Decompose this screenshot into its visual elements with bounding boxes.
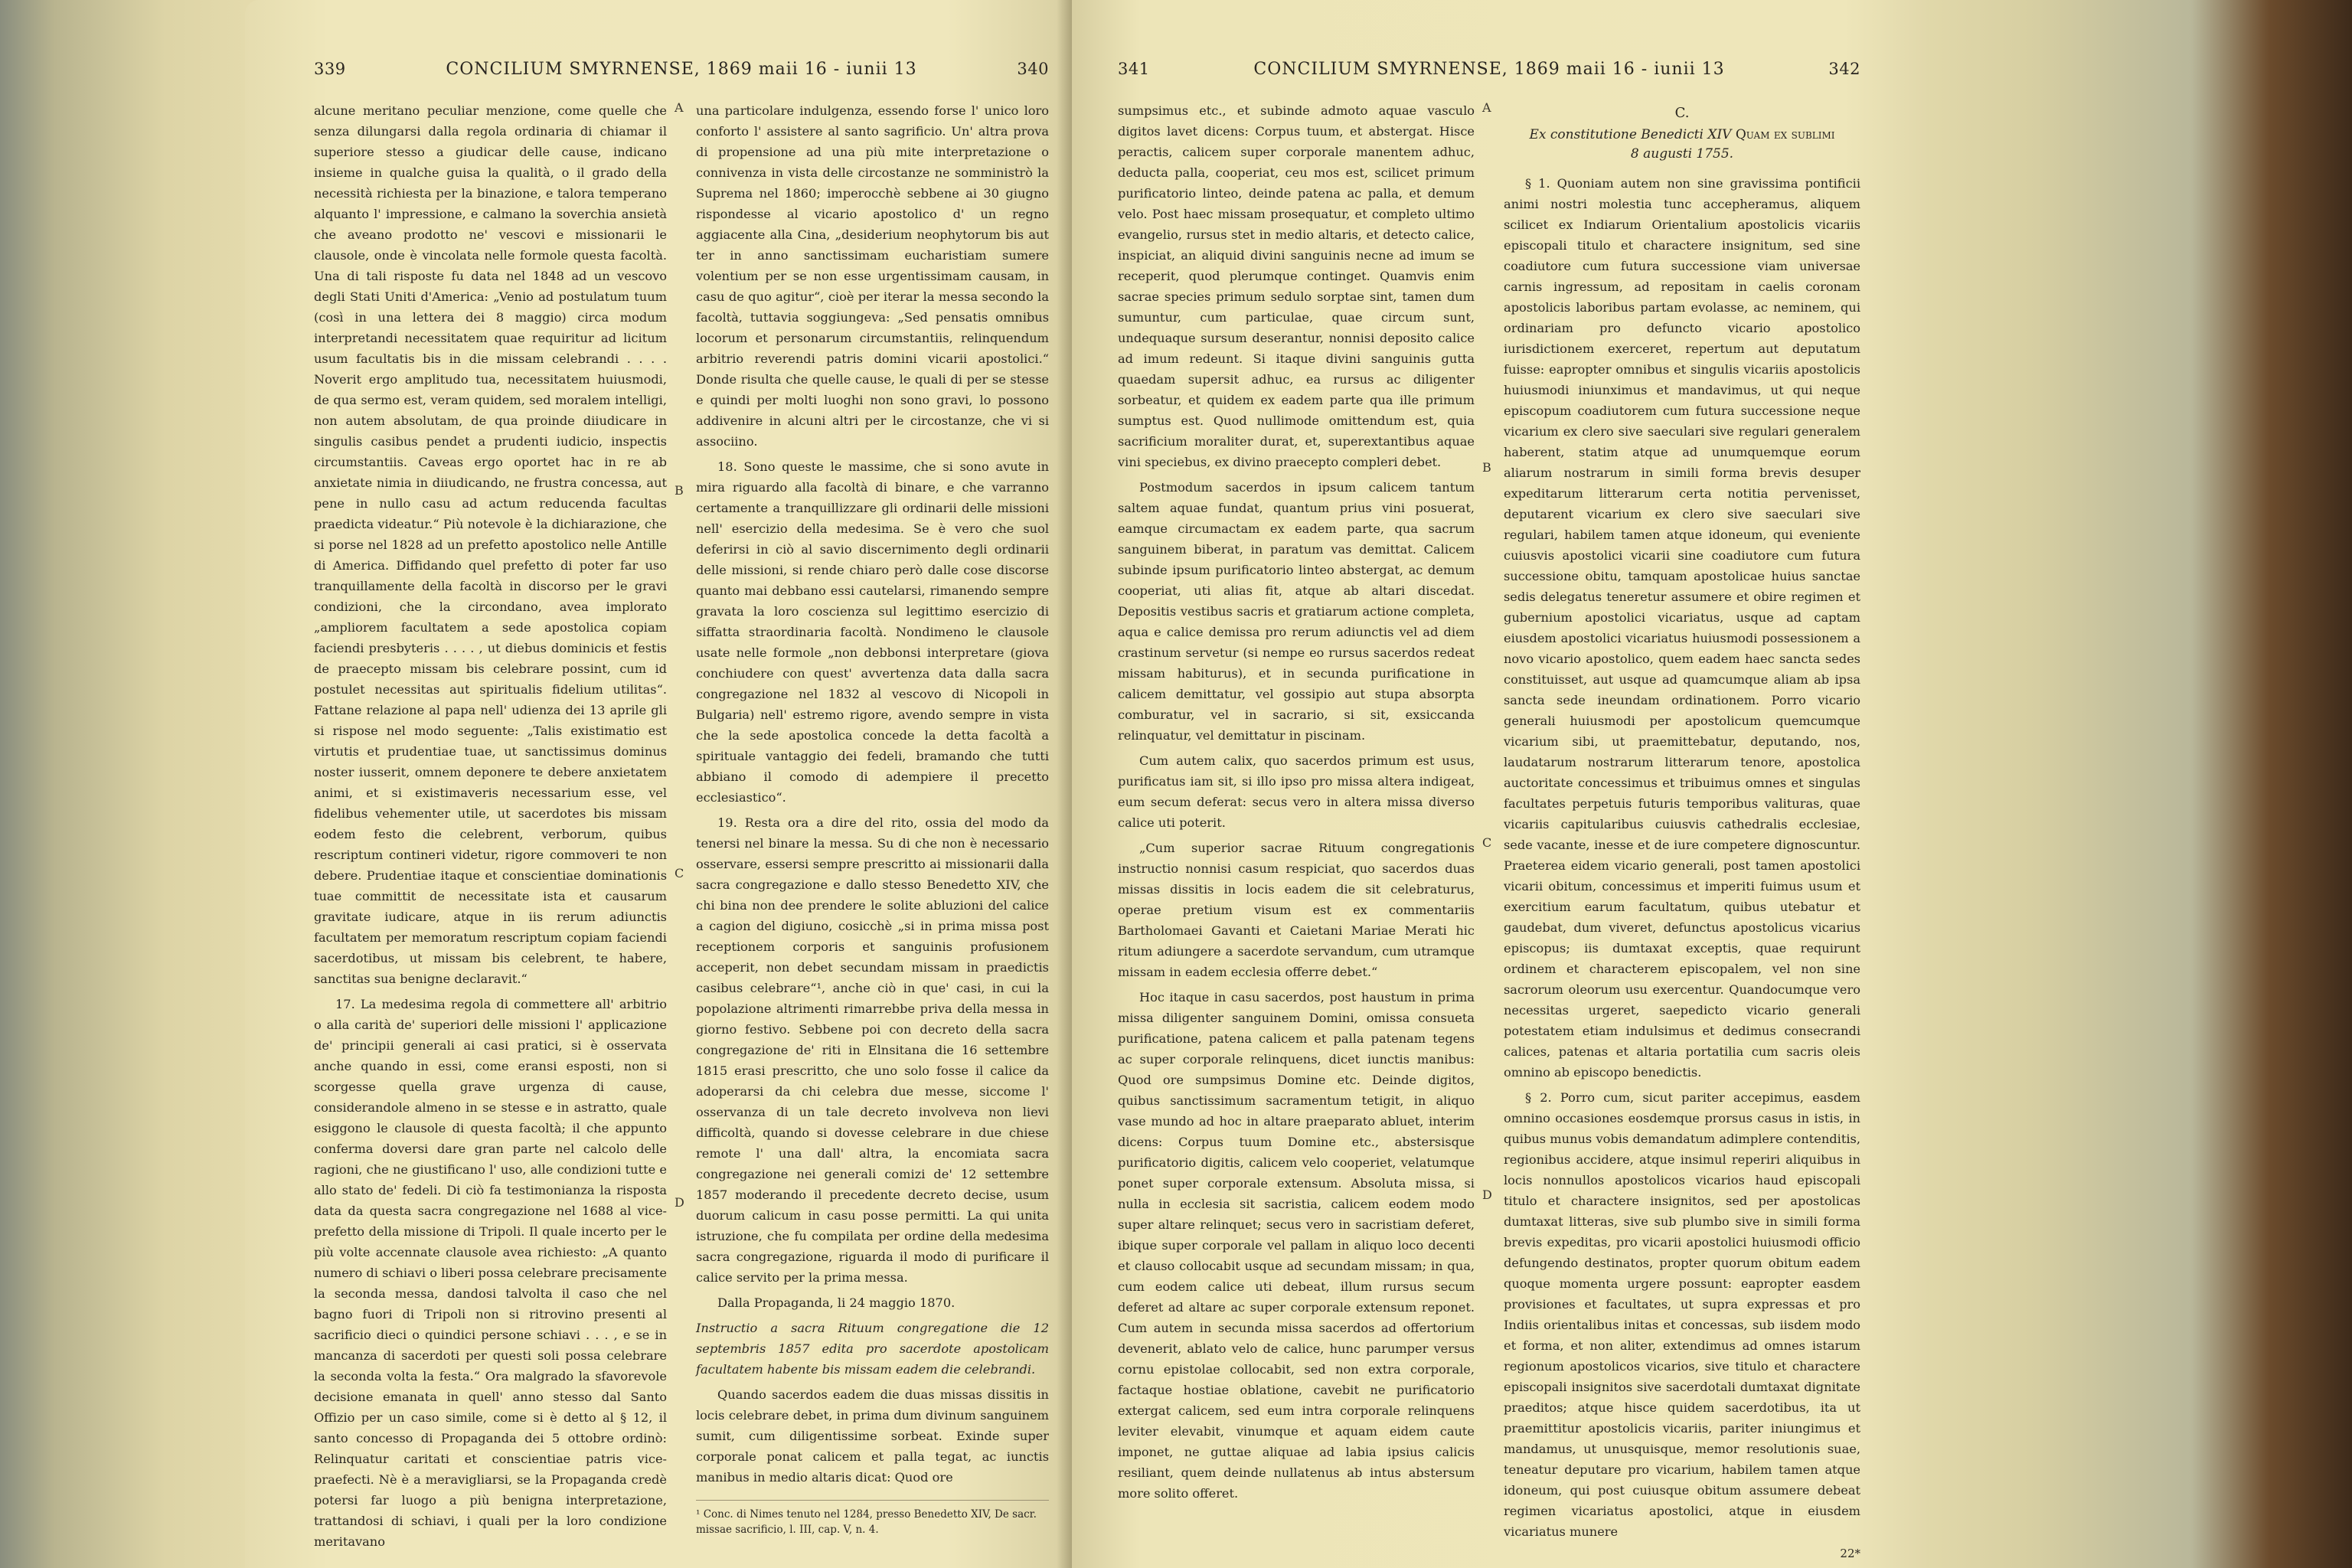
paragraph: 17. La medesima regola di commettere all' arbitrio o alla carità de' superiori delle missioni l' applicazione de' principii generali ai casi pratici, si è osservata anche quando in essi, come eransi esposti, non si scorgesse quella grave urgenza di cause, considerandole almeno in se stesse e in astratto, quale esiggono le clausole di questa facoltà; il che appunto conferma doversi dare gran parte nel calcolo delle ragioni, che ne giustificano l' uso, alle condizioni tutte e allo stato de' fedeli. Di ciò fa testimonianza la risposta data da questa sacra congregazione nel 1688 al vice-prefetto della missione di Tripoli. Il quale incerto per le più volte accennate clausole avea richiesto: „A quanto numero di schiavi o liberi possa celebrare precisamente la seconda messa, dandosi talvolta il caso che nel bagno fuori di Tripoli non si ritrovino presenti al sacrificio dieci o quindici persone schiavi . . . , e se in mancanza di sacerdoti per questi soli possa celebrare la seconda volta la festa.“ Ora malgrado la sfavorevole decisione emanata in quell' anno stesso dal Santo Offizio per un caso simile, come si è detto al § 12, il santo concesso di Propaganda dei 5 ottobre ordinò: Relinquatur caritati et conscientiae patris vice-praefecti. Nè è a meravigliarsi, se la Propaganda credè potersi far luogo a più benigna interpretazione, trattandosi di schiavi, i quali per la loro condizione meritavano bbox=[314, 997, 667, 1549]
left-page bbox=[245, 0, 1072, 1568]
margin-marker-d: D bbox=[1482, 1187, 1492, 1202]
margin-marker-a: A bbox=[1482, 100, 1491, 115]
section-heading-c: C. bbox=[1674, 105, 1690, 121]
dateline: Dalla Propaganda, li 24 maggio 1870. bbox=[717, 1295, 956, 1310]
running-title-dates: 1869 maii 16 - iunii 13 bbox=[706, 60, 917, 79]
margin-marker-c: C bbox=[1482, 835, 1492, 850]
margin-marker-b: B bbox=[675, 483, 684, 498]
constitution-title-italic: Ex constitutione Benedicti XIV bbox=[1529, 127, 1732, 142]
paragraph: Quando sacerdos eadem die duas missas dissitis in locis celebrare debet, in prima dum divinum sanguinem sumit, cum diligentissime sorbeat. Exinde super corporale ponat calicem et palla tegat, ac iunctis manibus in medio altaris dicat: Quod ore bbox=[696, 1387, 1049, 1485]
running-title-text: CONCILIUM SMYRNENSE, bbox=[446, 60, 701, 79]
constitution-date: 8 augusti 1755. bbox=[1630, 146, 1734, 162]
paragraph: § 2. Porro cum, sicut pariter accepimus, easdem omnino occasiones eosdemque prorsus casus in istis, in quibus munus vobis demandatum adimplere contenditis, regionibus accidere, atque insimul reperiri aliquibus in locis nonnullos apostolicos vicarios haud episcopali titulo et charactere insignitos, sed per apostolicas dumtaxat litteras, sive sub plumbo sive in simili forma brevis expeditas, pro vicarii apostolici huiusmodi officio defungendo destinatos, propter quorum obitum eadem quoque momenta urgere possunt: eapropter easdem provisiones et facultates, ut supra expressas et pro Indiis orientalibus initas et concessas, sub iisdem modo et forma, et non aliter, extendimus ad omnes istarum regionum apostolicos vicarios, sive titulo et charactere episcopali insignitos sive sacerdotali dumtaxat dignitate praeditos; atque hisce quidem sacerdotibus, ita ut praemittitur apostolicis vicariis, pariter iniungimus et mandamus, ut unusquisque, memor resolutionis suae, teneatur deputare pro vicarium, habilem tamen atque idoneum, qui post cuiusque obitum assumere debeat regimen vicariatus apostolici, atque in eiusdem vicariatus munere bbox=[1504, 1090, 1860, 1539]
footnote: ¹ Conc. di Nimes tenuto nel 1284, presso Benedetto XIV, De sacr. missae sacrificio, l. III, cap. V, n. 4. bbox=[696, 1500, 1049, 1537]
right-page-columns bbox=[1118, 100, 1860, 1560]
left-page-column-1 bbox=[314, 100, 667, 1557]
running-head-left bbox=[314, 60, 1049, 79]
running-title-text: CONCILIUM SMYRNENSE, bbox=[1253, 60, 1508, 79]
margin-marker-c: C bbox=[675, 866, 684, 880]
running-head-right bbox=[1118, 60, 1860, 79]
paragraph: § 1. Quoniam autem non sine gravissima pontificii animi nostri molestia tunc accepheramus, aliquem scilicet ex Indiarum Orientalium apostolicis vicariis episcopali titulo et charactere insignitum, sed sine coadiutore cum futura successione viam universae carnis ingressum, ad repositam in caelis coronam apostolicis laboribus partam evolasse, ac neminem, qui ordinariam pro defuncto vicario apostolico iurisdictionem exerceret, repertum aut deputatum fuisse: eapropter omnibus et singulis vicariis apostolicis huiusmodi iniunximus et mandavimus, ut qui neque episcopum coadiutorem cum futura successione neque vicarium ex clero sive saeculari sive regulari generalem haberent, statim atque ad unumquemque eorum aliarum nostrarum in simili forma brevis desuper expeditarum litterarum certa notitia pervenisset, deputarent vicarium ex clero sive saeculari sive regulari, habilem tamen atque idoneum, qui eveniente cuiusvis apostolici vicarii sine coadiutore cum futura successione obitu, tamquam apostolicae huius sanctae sedis delegatus teneretur assumere et obire regimen et gubernium apostolici vicariatus, usque ad captam eiusdem apostolici vicariatus huiusmodi possessionem a novo vicario apostolico, quem eadem haec sancta sedes constituisset, aut usque ad quamcumque aliam ab ipsa sancta sede ineundam ordinationem. Porro vicario generali huiusmodi per apostolicum quemcumque vicarium sibi, ut praemittebatur, deputando, nos, laudatarum nostrarum litterarum tenore, apostolica auctoritate concessimus et tribuimus omnes et singulas facultates perpetuis futuris temporibus valituras, quae vicariis capitularibus cuiusvis cathedralis ecclesiae, sede vacante, inesse et de iure competere dignoscuntur. Praeterea eidem vicario generali, post tamen apostolici vicarii obitum, concessimus et imperiti fuimus usum et exercitium earum facultatum, quibus utebatur et gaudebat, dum viveret, defunctus apostolicus vicarius episcopus; iis dumtaxat exceptis, quae requirunt ordinem et characterem episcopalem, vel non sine sacrorum oleorum usu exercentur. Quandocumque vero necessitas urgeret, saepedicto vicario generali potestatem etiam indulsimus et dedimus consecrandi calices, patenas et altaria portatilia cum sacris oleis omnino ab episcopo benedictis. bbox=[1504, 176, 1860, 1080]
book-page-edges-left bbox=[0, 0, 276, 1568]
right-page bbox=[1072, 0, 1929, 1568]
constitution-title bbox=[1504, 126, 1860, 164]
page-number-339: 339 bbox=[314, 60, 346, 78]
margin-marker-a: A bbox=[675, 100, 684, 115]
paragraph: una particolare indulgenza, essendo forse l' unico loro conforto l' assistere al santo sagrificio. Un' altra prova di propensione ad una più mite interpretazione o connivenza in vista delle circostanze ne somministrò la Suprema nel 1860; imperocchè sebbene ai 30 giugno rispondesse al vicario apostolico d' un regno aggiacente alla Cina, „desiderium neophytorum bis aut ter in anno sanctissimam eucharistiam sumere volentium per se non esse urgentissimam causam, in casu de quo agitur“, cioè per iterar la messa secondo la facoltà, tuttavia soggiungeva: „Sed pensatis omnibus locorum et personarum circumstantiis, relinquendum arbitrio reverendi patris domini vicarii apostolici.“ Donde risulta che quelle cause, le quali di per se stesse e quindi per molti luoghi non sono gravi, lo possono addivenire in alcuni altri per le circostanze, che vi si associino. bbox=[696, 103, 1049, 449]
book-cover-right bbox=[1893, 0, 2352, 1568]
paragraph: Cum autem calix, quo sacerdos primum est usus, purificatus iam sit, si illo ipso pro missa altera indigeat, eum secum deferat: secus vero in altera missa diverso calice uti poterit. bbox=[1118, 753, 1475, 830]
margin-marker-d: D bbox=[675, 1195, 684, 1210]
paragraph: 18. Sono queste le massime, che si sono avute in mira riguardo alla facoltà di binare, e che varranno certamente a tranquillizzare gli ordinarii delle missioni nell' esercizio della medesima. Se è vero che suol deferirsi in ciò al savio discernimento degli ordinarii delle missioni, si rende chiaro però dalle cose discorse quanto mai debbano essi cautelarsi, rimanendo sempre gravata la loro coscienza sul legittimo esercizio di siffatta straordinaria facoltà. Nondimeno le clausole usate nelle formole „non debbonsi interpretare (giova conchiudere con quest' avvertenza data dalla sacra congregazione nel 1832 al vescovo di Nicopoli in Bulgaria) nell' estremo rigore, avendo sempre in vista che la sede apostolica concede la detta facoltà a spirituale vantaggio dei fedeli, bramando che tutti abbiano il comodo di adempiere il precetto ecclesiastico“. bbox=[696, 459, 1049, 805]
paragraph: 19. Resta ora a dire del rito, ossia del modo da tenersi nel binare la messa. Su di che non è necessario osservare, essersi sempre prescritto ai missionarii dalla sacra congregazione e dallo stesso Benedetto XIV, che chi bina non dee prendere le solite abluzioni del calice a cagion del digiuno, cosicchè „si in prima missa post receptionem corporis et sanguinis profusionem acceperit, non debet secundam missam in praedictis casibus celebrare“¹, anche ciò in que' casi, in cui la popolazione altrimenti rimarrebbe priva della messa in giorno festivo. Sebbene poi con decreto della sacra congregazione de' riti in Elnsitana die 16 settembre 1815 erasi prescritto, che uno solo fosse il calice da adoperarsi da chi celebra due messe, siccome l' osservanza di un tale decreto involveva non lievi difficoltà, quando si dovesse celebrare in due chiese remote l' una dall' altra, la encomiata sacra congregazione nei generali comizi de' 12 settembre 1857 moderando il precedente decreto decise, usum duorum calicum in casu posse permitti. La qui unita istruzione, che fu compilata per ordine della medesima sacra congregazione, riguarda il modo di purificare il calice servito per la prima messa. bbox=[696, 815, 1049, 1285]
margin-marker-b: B bbox=[1482, 460, 1491, 475]
left-page-column-2 bbox=[675, 100, 1049, 1557]
running-title bbox=[446, 60, 916, 79]
running-title bbox=[1253, 60, 1724, 79]
running-title-dates: 1869 maii 16 - iunii 13 bbox=[1514, 60, 1725, 79]
left-page-columns bbox=[314, 100, 1049, 1557]
signature-mark: 22* bbox=[1840, 1547, 1860, 1560]
instruction-title: Instructio a sacra Rituum congregatione die 12 septembris 1857 edita pro sacerdote apostolicam facultatem habente bis missam eadem die celebrandi. bbox=[696, 1321, 1049, 1377]
paragraph: „Cum superior sacrae Rituum congregationis instructio nonnisi casum respiciat, quo sacerdos duas missas dissitis in locis eadem die sit celebraturus, operae pretium visum est ex commentariis Bartholomaei Gavanti et Caietani Mariae Merati hic ritum adiungere a sacerdote servandum, cum utramque missam in eadem ecclesia offerre debet.“ bbox=[1118, 841, 1475, 979]
paragraph: sumpsimus etc., et subinde admoto aquae vasculo digitos lavet dicens: Corpus tuum, et abstergat. Hisce peractis, calicem super corporale manentem adhuc, deducta palla, cooperiat, ceu mos est, scilicet primum purificatorio linteo, deinde patena ac palla, et demum velo. Post haec missam prosequatur, et completo ultimo evangelio, rursus stet in medio altaris, et detecto calice, inspiciat, an aliquid divini sanguinis necne ad imum se receperit, quod plerumque continget. Quamvis enim sacrae species primum sedulo sorptae sint, tamen dum sumuntur, cum particulae, quae circum sunt, undequaque sursum deserantur, nonnisi deposito calice ad imum redeunt. Si itaque divini sanguinis gutta quaedam supersit adhuc, ea rursus ac diligenter sorbeatur, et quidem ex eadem parte qua ille primum sumptus est. Quod nullimode omittendum est, quia sacrificium moraliter durat, et, superextantibus aquae vini speciebus, ex divino praecepto compleri debet. bbox=[1118, 103, 1475, 469]
paragraph: Hoc itaque in casu sacerdos, post haustum in prima missa diligenter sanguinem Domini, omissa consueta purificatione, patena calicem et palla patenam tegens ac super corporale relinquens, dicet iunctis manibus: Quod ore sumpsimus Domine etc. Deinde digitos, quibus sanctissimum sacramentum tetigit, in aliquo vase mundo ad hoc in altare praeparato abluet, interim dicens: Corpus tuum Domine etc., abstersisque purificatorio digitis, calicem velo cooperiet, velatumque ponet super corporale extensum. Absoluta missa, si nulla in ecclesia sit sacristia, calicem eodem modo super altare relinquet; secus vero in sacristiam deferet, ibique super corporale vel pallam in aliquo loco decenti et clauso collocabit usque ad secundam missam; in qua, cum eodem calice uti debeat, illum rursus secum deferet ad altare ac super corporale extensum reponet. Cum autem in secunda missa sacerdos ad offertorium devenerit, ablato velo de calice, hunc parumper versus cornu epistolae collocabit, sed non extra corporale, factaque hostiae oblatione, cavebit ne purificatorio extergat calicem, sed eum intra corporale relinquens leviter elevabit, vinumque et aquam eidem caute imponet, ne guttae aliquae ad labia ipsius calicis resiliant, quem deinde nullatenus ab intus abstersum more solito offeret. bbox=[1118, 990, 1475, 1501]
constitution-title-incipit: Quam ex sublimi bbox=[1735, 127, 1835, 142]
page-number-340: 340 bbox=[1017, 60, 1049, 78]
right-page-column-1 bbox=[1118, 100, 1475, 1560]
page-number-341: 341 bbox=[1118, 60, 1150, 78]
paragraph: Postmodum sacerdos in ipsum calicem tantum saltem aquae fundat, quantum prius vini posuerat, eamque circumactam ex eadem parte, qua sacrum sanguinem biberat, in paratum vas demittat. Calicem subinde ipsum purificatorio linteo abstergat, ac demum cooperiat, uti alias fit, atque ab altari discedat. Depositis vestibus sacris et gratiarum actione completa, aqua e calice demissa pro rerum adiunctis vel ad diem crastinum servetur (si nempe eo rursus sacerdos redeat missam habiturus), et in secunda purificatione in calicem demittatur, vel gossipio aut stupa absorpta comburatur, vel in sacrario, si sit, exsiccanda relinquatur, vel demittatur in piscinam. bbox=[1118, 480, 1475, 743]
right-page-column-2 bbox=[1482, 100, 1860, 1560]
paragraph: alcune meritano peculiar menzione, come quelle che senza dilungarsi dalla regola ordinaria di chiamar il superiore stesso a giudicar delle cause, indicano insieme in qualche guisa la qualità, o il grado della necessità richiesta per la binazione, e talora temperano alquanto l' impressione, e calmano la soverchia ansietà che aveano prodotto ne' vescovi e missionarii le clausole, onde è vincolata nelle formole questa facoltà. Una di tali risposte fu data nel 1848 ad un vescovo degli Stati Uniti d'America: „Venio ad postulatum tuum (così in una lettera dei 8 maggio) circa modum interpretandi necessitatem quae requiritur ad licitum usum facultatis bis in die missam celebrandi . . . . Noverit ergo amplitudo tua, necessitatem huiusmodi, de qua sermo est, veram quidem, sed moralem intelligi, non autem absolutam, de qua proinde diiudicare in singulis casibus pendet a prudenti iudicio, inspectis circumstantiis. Caveas ergo oportet hac in re ab anxietate nimia in diiudicando, ne frustra concessa, aut pene in nullo casu ad actum reducenda facultas praedicta videatur.“ Più notevole è la dichiarazione, che si porse nel 1828 ad un prefetto apostolico nelle Antille di America. Diffidando quel prefetto di poter far uso tranquillamente della facoltà in discorso per le gravi condizioni, che la circondano, avea implorato „ampliorem facultatem a sede apostolica copiam faciendi presbyteris . . . . , ut diebus dominicis et festis de praecepto missam bis celebrare possint, cum id postulet necessitas aut spiritualis fidelium utilitas“. Fattane relazione al papa nell' udienza dei 13 aprile gli si rispose nel modo seguente: „Talis existimatio est virtutis et prudentiae tuae, ut sanctissimus dominus noster iusserit, omnem deponere te debere anxietatem animi, et si existimaveris necessarium esse, vel fidelibus vehementer utile, ut sacerdotes bis missam eodem festo die celebrent, verborum, quibus rescriptum contineri videtur, rigore commoveri te non debere. Prudentiae itaque et conscientiae dominationis tuae committit de necessitate ista et causarum gravitate iudicare, atque in iis rerum adiunctis facultatem per memoratum rescriptum copiam faciendi sacerdotibus, ut missam bis celebrent, te habere, sanctitas sua benigne declaravit.“ bbox=[314, 103, 667, 986]
page-number-342: 342 bbox=[1828, 60, 1860, 78]
